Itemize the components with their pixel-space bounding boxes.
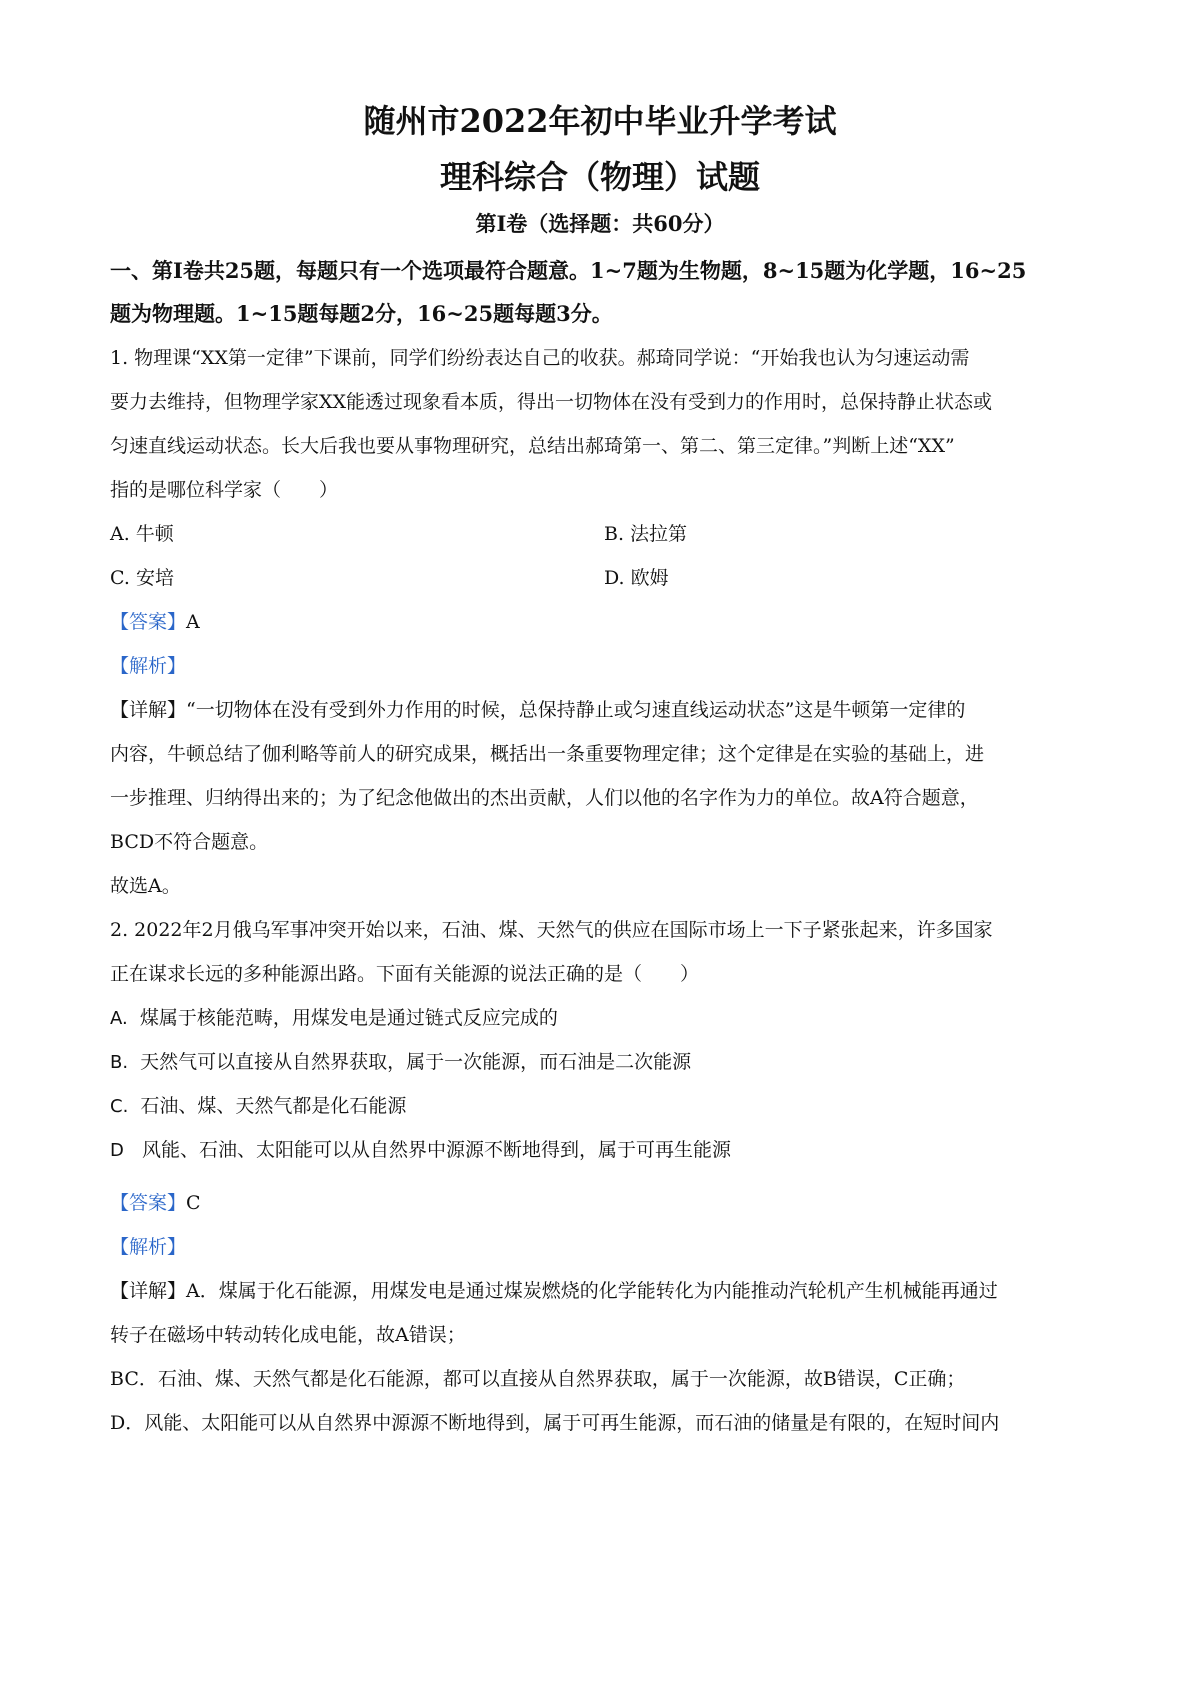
q1-option-b: B. 法拉第 bbox=[604, 523, 688, 545]
q1-stem-line-4: 指的是哪位科学家（ ） bbox=[110, 479, 339, 501]
q1-analysis-tag: 【解析】 bbox=[110, 655, 187, 677]
q1-option-d: D. 欧姆 bbox=[604, 567, 669, 589]
q2-option-b-letter: B. bbox=[110, 1052, 129, 1073]
q2-detail-line-3: BC．石油、煤、天然气都是化石能源，都可以直接从自然界获取，属于一次能源，故B错误，C正确； bbox=[110, 1368, 966, 1390]
q2-option-c-text: 石油、煤、天然气都是化石能源 bbox=[140, 1095, 407, 1117]
q2-detail-line-4: D．风能、太阳能可以从自然界中源源不断地得到，属于可再生能源，而石油的储量是有限的，在短时间内 bbox=[110, 1412, 1000, 1434]
q1-answer-value: A bbox=[186, 611, 200, 633]
q2-option-b bbox=[110, 1047, 1100, 1074]
q1-option-a: A. 牛顿 bbox=[110, 523, 174, 545]
section-instruction-line-2: 题为物理题。1~15题每题2分，16~25题每题3分。 bbox=[110, 301, 613, 326]
q2-option-c-letter: C. bbox=[110, 1096, 129, 1117]
q1-stem-line-3: 匀速直线运动状态。长大后我也要从事物理研究，总结出郝琦第一、第二、第三定律。”判断上述“XX” bbox=[110, 435, 955, 457]
q1-detail-line-2: 内容，牛顿总结了伽利略等前人的研究成果，概括出一条重要物理定律；这个定律是在实验的基础上，进 bbox=[110, 743, 985, 765]
exam-title: 随州市2022年初中毕业升学考试 bbox=[363, 102, 837, 140]
q1-option-c: C. 安培 bbox=[110, 567, 174, 589]
q2-option-c bbox=[110, 1091, 1100, 1118]
q1-detail-line-3: 一步推理、归纳得出来的；为了纪念他做出的杰出贡献，人们以他的名字作为力的单位。故A符合题意， bbox=[110, 787, 979, 809]
q2-option-a-letter: A. bbox=[110, 1008, 128, 1029]
q2-analysis-tag: 【解析】 bbox=[110, 1236, 187, 1258]
q1-answer-tag: 【答案】 bbox=[110, 611, 187, 633]
q1-detail-line-5: 故选A。 bbox=[110, 875, 181, 897]
q2-answer-value: C bbox=[186, 1192, 201, 1214]
q1-detail-line-1: 【详解】“一切物体在没有受到外力作用的时候，总保持静止或匀速直线运动状态”这是牛顿第一定律的 bbox=[110, 699, 966, 721]
q1-answer bbox=[110, 607, 1100, 634]
section-instruction-line-1: 一、第I卷共25题，每题只有一个选项最符合题意。1~7题为生物题，8~15题为化学题，16~25 bbox=[110, 258, 1027, 283]
q2-option-a bbox=[110, 1003, 1100, 1030]
q2-option-d-text: 风能、石油、太阳能可以从自然界中源源不断地得到，属于可再生能源 bbox=[142, 1139, 732, 1161]
q1-detail-line-4: BCD不符合题意。 bbox=[110, 831, 269, 853]
q2-answer bbox=[110, 1188, 1100, 1215]
q2-option-a-text: 煤属于核能范畴，用煤发电是通过链式反应完成的 bbox=[139, 1007, 558, 1029]
q2-detail-line-2: 转子在磁场中转动转化成电能，故A错误； bbox=[110, 1324, 466, 1346]
q2-detail-line-1: 【详解】A．煤属于化石能源，用煤发电是通过煤炭燃烧的化学能转化为内能推动汽轮机产生机械能再通过 bbox=[110, 1280, 998, 1302]
q2-answer-tag: 【答案】 bbox=[110, 1192, 187, 1214]
q2-option-b-text: 天然气可以直接从自然界获取，属于一次能源，而石油是二次能源 bbox=[140, 1051, 692, 1073]
q2-stem-line-1: 2. 2022年2月俄乌军事冲突开始以来，石油、煤、天然气的供应在国际市场上一下子紧张起来，许多国家 bbox=[110, 919, 993, 941]
q2-option-d-letter: D bbox=[110, 1140, 124, 1161]
q2-option-d bbox=[110, 1135, 1100, 1162]
q1-stem-line-2: 要力去维持，但物理学家XX能透过现象看本质，得出一切物体在没有受到力的作用时，总保持静止状态或 bbox=[110, 391, 993, 413]
q1-stem-line-1: 1. 物理课“XX第一定律”下课前，同学们纷纷表达自己的收获。郝琦同学说：“开始我也认为匀速运动需 bbox=[110, 347, 970, 369]
q2-stem-line-2: 正在谋求长远的多种能源出路。下面有关能源的说法正确的是（ ） bbox=[110, 963, 700, 985]
volume-heading: 第I卷（选择题：共60分） bbox=[475, 211, 725, 236]
exam-subtitle: 理科综合（物理）试题 bbox=[439, 158, 760, 196]
